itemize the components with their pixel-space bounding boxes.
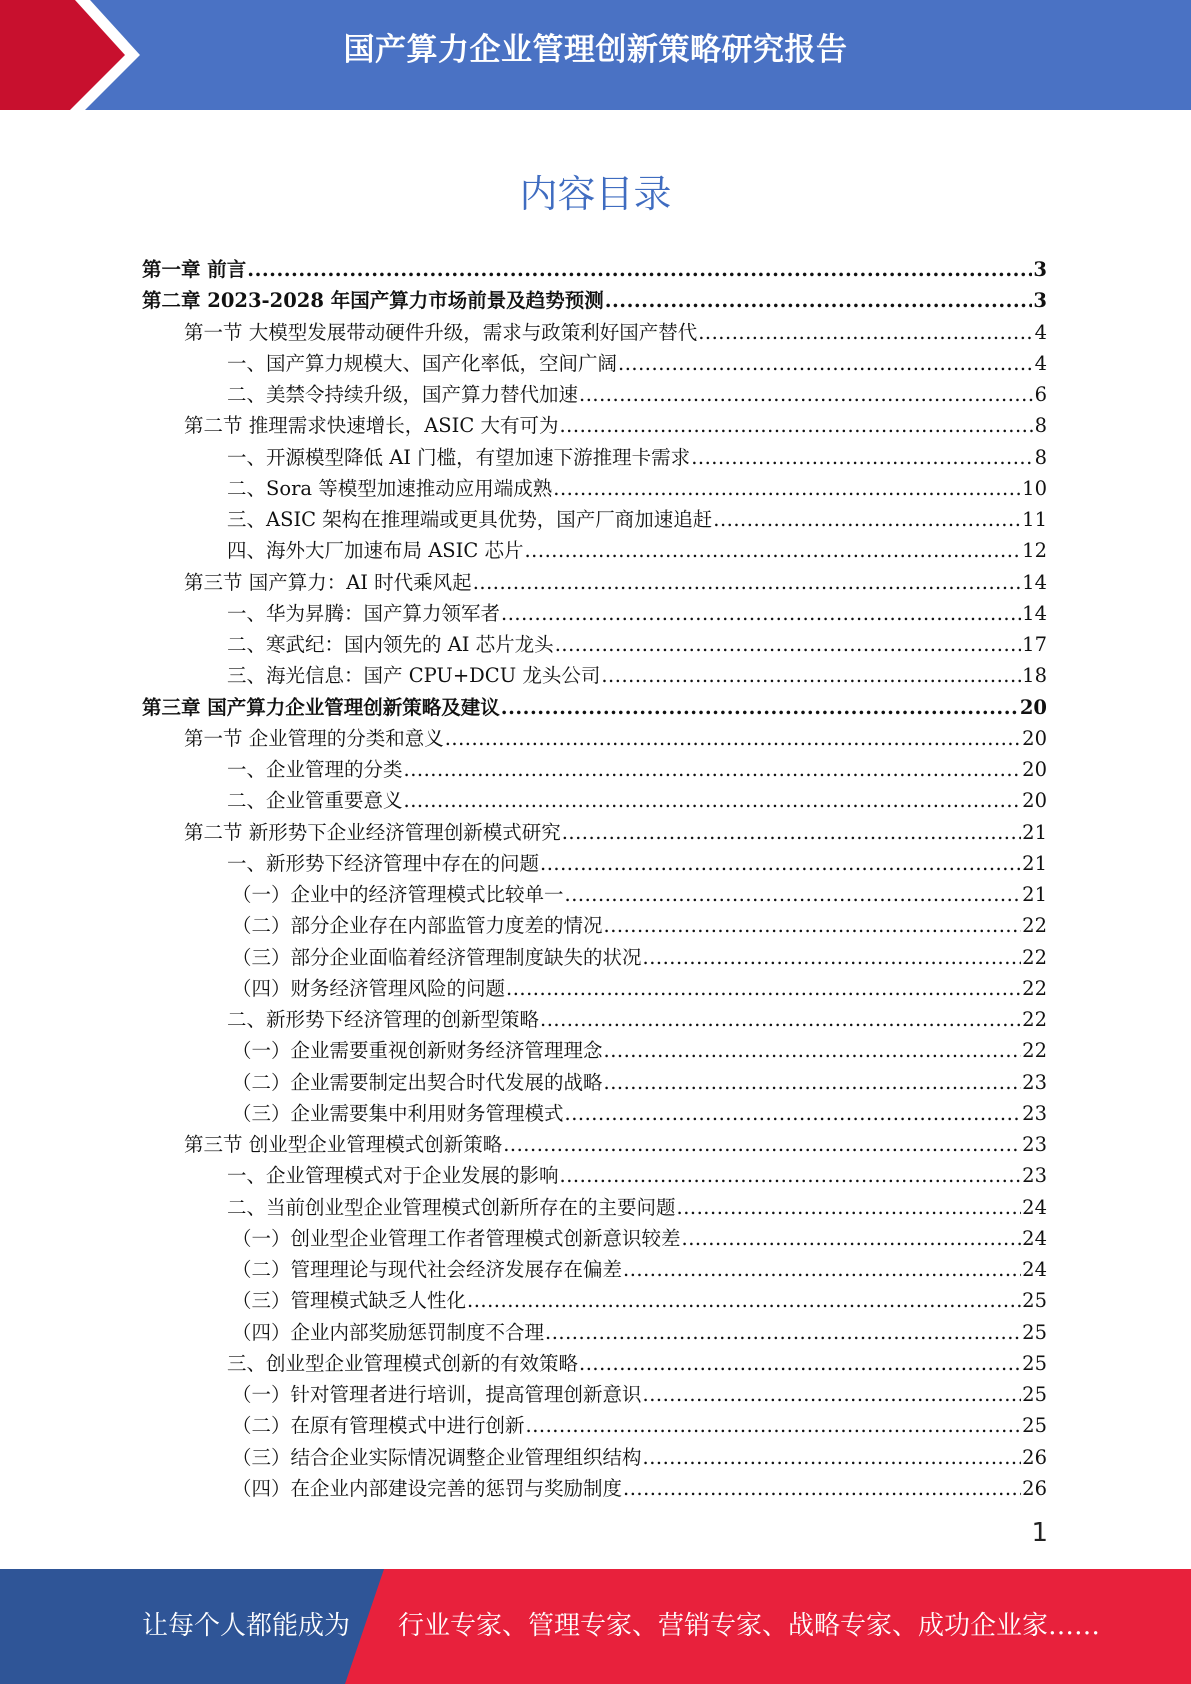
toc-leader-dots <box>605 285 1033 316</box>
toc-entry-page: 14 <box>1022 570 1047 594</box>
toc-entry-page: 6 <box>1034 383 1047 406</box>
toc-entry-page: 23 <box>1022 1133 1047 1156</box>
toc-entry-title: 第二节 新形势下企业经济管理创新模式研究 <box>184 820 561 844</box>
toc-entry[interactable] <box>142 1254 1047 1285</box>
toc-entry-page: 26 <box>1022 1445 1047 1469</box>
toc-entry-title: （四）企业内部奖励惩罚制度不合理 <box>232 1320 545 1344</box>
toc-entry-title: 一、企业管理模式对于企业发展的影响 <box>227 1164 559 1188</box>
footer-slogan-right: 行业专家、管理专家、营销专家、战略专家、成功企业家…… <box>398 1611 1101 1641</box>
toc-entry-title: （一）针对管理者进行培训，提高管理创新意识 <box>232 1383 642 1406</box>
toc-leader-dots <box>526 1410 1022 1441</box>
toc-entry-page: 23 <box>1022 1101 1047 1125</box>
toc-leader-dots <box>540 1004 1021 1035</box>
toc-entry[interactable] <box>142 1223 1047 1254</box>
toc-entry-title: 四、海外大厂加速布局 ASIC 芯片 <box>227 539 524 563</box>
toc-leader-dots <box>698 317 1033 348</box>
toc-entry[interactable] <box>142 1379 1047 1410</box>
toc-entry-title: 第三节 创业型企业管理模式创新策略 <box>184 1133 503 1156</box>
toc-entry-title: 第一节 企业管理的分类和意义 <box>184 726 444 750</box>
toc-leader-dots <box>623 1473 1021 1504</box>
toc-entry[interactable] <box>142 723 1047 754</box>
toc-entry-page: 8 <box>1034 445 1047 469</box>
toc-entry-page: 23 <box>1022 1070 1047 1094</box>
toc-entry[interactable] <box>142 973 1047 1004</box>
toc-leader-dots <box>540 848 1021 879</box>
toc-entry-page: 24 <box>1022 1195 1047 1219</box>
toc-entry[interactable] <box>142 1035 1047 1066</box>
toc-entry-title: 第二节 推理需求快速增长，ASIC 大有可为 <box>184 414 559 438</box>
toc-entry-page: 12 <box>1022 539 1047 563</box>
toc-entry-page: 10 <box>1022 476 1047 500</box>
toc-entry[interactable] <box>142 785 1047 816</box>
toc-entry-page: 25 <box>1022 1351 1047 1375</box>
toc-leader-dots <box>618 348 1034 379</box>
toc-entry[interactable] <box>142 629 1047 660</box>
toc-leader-dots <box>473 567 1021 598</box>
toc-entry-title: 二、美禁令持续升级，国产算力替代加速 <box>227 383 579 406</box>
toc-entry-page: 22 <box>1022 976 1047 1000</box>
toc-entry-title: 第一章 前言 <box>142 258 247 281</box>
toc-entry[interactable] <box>142 1473 1047 1504</box>
toc-leader-dots <box>559 410 1033 441</box>
toc-leader-dots <box>713 504 1021 535</box>
toc-entry[interactable] <box>142 285 1047 316</box>
toc-entry[interactable] <box>142 473 1047 504</box>
toc-leader-dots <box>404 785 1022 816</box>
toc-entry-page: 11 <box>1022 508 1047 531</box>
toc-entry-title: 一、开源模型降低 AI 门槛，有望加速下游推理卡需求 <box>227 445 691 469</box>
toc-entry-title: （三）部分企业面临着经济管理制度缺失的状况 <box>232 945 642 969</box>
toc-entry[interactable] <box>142 410 1047 441</box>
toc-entry[interactable] <box>142 879 1047 910</box>
toc-entry[interactable] <box>142 1410 1047 1441</box>
toc-leader-dots <box>555 629 1021 660</box>
toc-leader-dots <box>501 692 1019 723</box>
toc-entry[interactable] <box>142 1317 1047 1348</box>
toc-entry-page: 22 <box>1022 1008 1047 1031</box>
toc-entry-title: 二、企业管重要意义 <box>227 789 403 813</box>
toc-entry-page: 3 <box>1033 258 1047 281</box>
toc-leader-dots <box>579 1348 1021 1379</box>
toc-entry-title: 三、创业型企业管理模式创新的有效策略 <box>227 1351 579 1375</box>
toc-entry[interactable] <box>142 660 1047 691</box>
toc-entry-page: 24 <box>1022 1258 1047 1281</box>
toc-leader-dots <box>643 1379 1022 1410</box>
toc-entry[interactable] <box>142 535 1047 566</box>
toc-entry-title: 二、当前创业型企业管理模式创新所存在的主要问题 <box>227 1195 676 1219</box>
toc-leader-dots <box>553 473 1021 504</box>
toc-entry-page: 4 <box>1034 351 1047 375</box>
toc-entry[interactable] <box>142 1348 1047 1379</box>
toc-entry-page: 20 <box>1022 758 1047 781</box>
toc-entry-page: 14 <box>1022 601 1047 625</box>
toc-entry[interactable] <box>142 317 1047 348</box>
toc-entry[interactable] <box>142 1192 1047 1223</box>
toc-entry-page: 23 <box>1022 1164 1047 1188</box>
toc-entry-title: 一、企业管理的分类 <box>227 758 403 781</box>
toc-leader-dots <box>677 1192 1022 1223</box>
toc-entry[interactable] <box>142 692 1047 723</box>
toc-leader-dots <box>560 1160 1022 1191</box>
toc-entry-page: 4 <box>1034 320 1047 344</box>
toc-entry[interactable] <box>142 504 1047 535</box>
toc-leader-dots <box>604 910 1022 941</box>
toc-entry-page: 20 <box>1022 789 1047 813</box>
toc-leader-dots <box>445 723 1021 754</box>
toc-entry-page: 25 <box>1022 1320 1047 1344</box>
toc-entry-title: 二、寒武纪：国内领先的 AI 芯片龙头 <box>227 633 554 656</box>
toc-leader-dots <box>691 442 1033 473</box>
toc-entry-page: 21 <box>1022 820 1047 844</box>
toc-leader-dots <box>565 879 1022 910</box>
toc-entry[interactable] <box>142 1067 1047 1098</box>
toc-leader-dots <box>643 942 1022 973</box>
toc-entry[interactable] <box>142 1285 1047 1316</box>
toc-entry-title: （三）企业需要集中利用财务管理模式 <box>232 1101 564 1125</box>
toc-entry-title: 第三章 国产算力企业管理创新策略及建议 <box>142 695 500 719</box>
toc-leader-dots <box>601 660 1021 691</box>
toc-entry-title: 二、新形势下经济管理的创新型策略 <box>227 1008 540 1031</box>
toc-entry-page: 22 <box>1022 945 1047 969</box>
toc-leader-dots <box>404 754 1022 785</box>
toc-entry[interactable] <box>142 1129 1047 1160</box>
toc-entry[interactable] <box>142 379 1047 410</box>
table-of-contents <box>142 254 1047 1504</box>
toc-entry-page: 25 <box>1022 1414 1047 1438</box>
toc-entry[interactable] <box>142 567 1047 598</box>
footer-slogan-left: 让每个人都能成为 <box>142 1611 351 1641</box>
toc-entry-title: 一、新形势下经济管理中存在的问题 <box>227 851 540 875</box>
toc-entry-title: （二）管理理论与现代社会经济发展存在偏差 <box>232 1258 623 1281</box>
toc-entry-title: （三）结合企业实际情况调整企业管理组织结构 <box>232 1445 642 1469</box>
toc-leader-dots <box>506 973 1021 1004</box>
toc-entry-page: 21 <box>1022 883 1047 906</box>
toc-entry[interactable] <box>142 754 1047 785</box>
toc-entry-title: 三、ASIC 架构在推理端或更具优势，国产厂商加速追赶 <box>227 508 713 531</box>
toc-entry-page: 22 <box>1022 1039 1047 1063</box>
toc-entry-title: （二）企业需要制定出契合时代发展的战略 <box>232 1070 603 1094</box>
header-banner <box>0 0 1191 110</box>
toc-entry-page: 20 <box>1019 695 1047 719</box>
toc-entry-title: 一、国产算力规模大、国产化率低，空间广阔 <box>227 351 618 375</box>
toc-leader-dots <box>604 1067 1022 1098</box>
toc-entry[interactable] <box>142 1442 1047 1473</box>
page-number: 1 <box>1031 1518 1048 1548</box>
toc-entry[interactable] <box>142 942 1047 973</box>
toc-leader-dots <box>604 1035 1022 1066</box>
toc-leader-dots <box>503 1129 1021 1160</box>
toc-entry-page: 25 <box>1022 1383 1047 1406</box>
toc-entry-page: 20 <box>1022 726 1047 750</box>
toc-entry-title: 二、Sora 等模型加速推动应用端成熟 <box>227 476 553 500</box>
toc-entry[interactable] <box>142 348 1047 379</box>
toc-entry[interactable] <box>142 598 1047 629</box>
toc-entry-title: （一）企业中的经济管理模式比较单一 <box>232 883 564 906</box>
toc-entry[interactable] <box>142 1004 1047 1035</box>
report-title: 国产算力企业管理创新策略研究报告 <box>343 32 848 68</box>
toc-entry[interactable] <box>142 1098 1047 1129</box>
toc-entry-title: 第三节 国产算力：AI 时代乘风起 <box>184 570 472 594</box>
toc-leader-dots <box>623 1254 1021 1285</box>
toc-entry-title: （二）部分企业存在内部监管力度差的情况 <box>232 914 603 938</box>
toc-entry[interactable] <box>142 254 1047 285</box>
toc-entry-page: 18 <box>1022 664 1047 688</box>
toc-entry[interactable] <box>142 442 1047 473</box>
toc-entry-title: （一）企业需要重视创新财务经济管理理念 <box>232 1039 603 1063</box>
toc-entry[interactable] <box>142 848 1047 879</box>
toc-leader-dots <box>643 1442 1022 1473</box>
toc-entry-page: 24 <box>1022 1226 1047 1250</box>
toc-entry-page: 21 <box>1022 851 1047 875</box>
toc-entry[interactable] <box>142 910 1047 941</box>
toc-entry-page: 22 <box>1022 914 1047 938</box>
toc-entry-page: 26 <box>1022 1476 1047 1500</box>
toc-leader-dots <box>545 1317 1021 1348</box>
toc-entry-page: 17 <box>1022 633 1047 656</box>
toc-entry-title: 三、海光信息：国产 CPU+DCU 龙头公司 <box>227 664 601 688</box>
toc-entry-page: 8 <box>1034 414 1047 438</box>
toc-entry-title: （四）财务经济管理风险的问题 <box>232 976 506 1000</box>
toc-leader-dots <box>565 1098 1022 1129</box>
toc-entry-title: 第二章 2023-2028 年国产算力市场前景及趋势预测 <box>142 289 604 313</box>
toc-entry-title: （二）在原有管理模式中进行创新 <box>232 1414 525 1438</box>
toc-entry-title: （四）在企业内部建设完善的惩罚与奖励制度 <box>232 1476 623 1500</box>
toc-entry[interactable] <box>142 817 1047 848</box>
toc-leader-dots <box>524 535 1021 566</box>
toc-leader-dots <box>579 379 1034 410</box>
toc-entry-title: 第一节 大模型发展带动硬件升级，需求与政策利好国产替代 <box>184 320 698 344</box>
toc-leader-dots <box>682 1223 1022 1254</box>
toc-entry-page: 25 <box>1022 1289 1047 1313</box>
toc-entry-title: （三）管理模式缺乏人性化 <box>232 1289 467 1313</box>
toc-leader-dots <box>501 598 1021 629</box>
toc-entry-title: 一、华为昇腾：国产算力领军者 <box>227 601 501 625</box>
footer-banner <box>0 1569 1191 1684</box>
toc-entry-page: 3 <box>1033 289 1047 313</box>
toc-leader-dots <box>247 254 1032 285</box>
toc-entry-title: （一）创业型企业管理工作者管理模式创新意识较差 <box>232 1226 681 1250</box>
toc-leader-dots <box>467 1285 1021 1316</box>
toc-leader-dots <box>562 817 1021 848</box>
toc-entry[interactable] <box>142 1160 1047 1191</box>
toc-heading: 内容目录 <box>519 172 672 216</box>
